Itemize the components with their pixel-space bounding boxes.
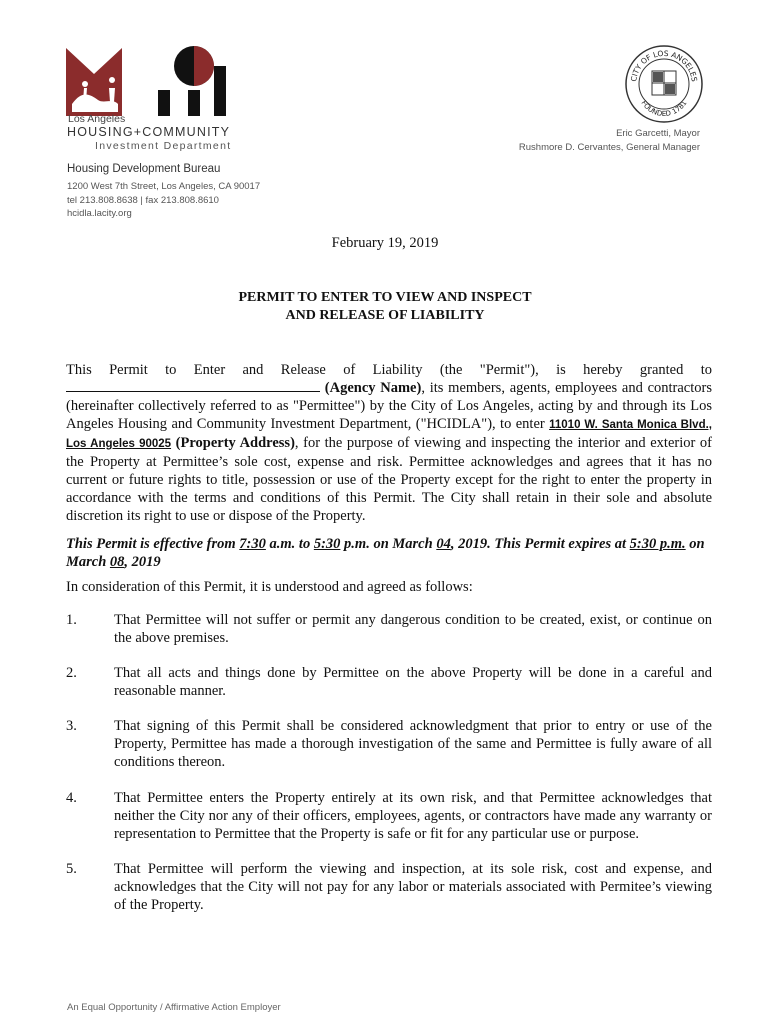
effective-period xyxy=(66,535,712,571)
clause-text: That signing of this Permit shall be considered acknowledgment that prior to entry or use of the Property, Permittee has made a thorough investigation of the same and Permittee is fully aware of all conditions thereon. xyxy=(114,718,712,770)
org-name: HOUSING+COMMUNITY xyxy=(67,125,231,139)
address-block xyxy=(67,180,260,221)
hcidla-logo xyxy=(64,44,234,116)
org-dept: Investment Department xyxy=(95,140,232,152)
city-seal-icon xyxy=(624,44,704,124)
clause-text: That Permittee will perform the viewing and inspection, at its sole risk, cost and expense, and acknowledges that the City will not pay for any labor or materials associated with Permitee’s viewing of the Property. xyxy=(114,861,712,913)
clause-number: 5. xyxy=(66,861,77,877)
phone-fax: tel 213.808.8638 | fax 213.808.8610 xyxy=(67,194,219,206)
seal-text-bottom: FOUNDED 1781 xyxy=(639,99,689,119)
intro-part-2: , its members, agents, employees and contractors (hereinafter collectively referred to as "Permittee") by the City of Los Angeles, acting by and through its Los Angeles Housing and Community Investment Department, ("HCIDLA"), to enter xyxy=(66,380,712,432)
agency-name-blank[interactable] xyxy=(66,379,306,392)
general-manager-name: Rushmore D. Cervantes, General Manager xyxy=(518,142,700,153)
seal-text-top: CITY OF LOS ANGELES xyxy=(629,48,699,83)
property-address-value: 11010 W. Santa Monica Blvd., Los Angeles 90025 xyxy=(66,419,712,450)
clause-2 xyxy=(66,664,712,700)
clause-text: That Permittee enters the Property entirely at its own risk, and that Permittee acknowledges that neither the City nor any of their officers, employees, agents, or contractors have made any warranty or representation to Permittee that the Property is safe or fit for any particular use or purpose. xyxy=(114,790,712,842)
clause-3 xyxy=(66,717,712,771)
document-title xyxy=(0,289,770,325)
clause-number: 3. xyxy=(66,718,77,734)
clause-number: 1. xyxy=(66,612,77,628)
clause-5 xyxy=(66,860,712,914)
start-day-value: 04 xyxy=(436,536,451,552)
officials-block xyxy=(519,127,700,155)
effective-pm: p.m. on March xyxy=(344,536,433,552)
expire-day-value: 08 xyxy=(109,554,125,570)
clause-text: That all acts and things done by Permittee on the above Property will be done in a careful and reasonable manner. xyxy=(114,665,712,699)
clause-4 xyxy=(66,789,712,843)
clause-number: 2. xyxy=(66,665,77,681)
expire-time-value: 5:30 p.m. xyxy=(629,536,686,552)
expire-at: at xyxy=(614,536,627,552)
expire-on-march: on March xyxy=(66,536,705,570)
effective-am: a.m. to xyxy=(269,536,311,552)
start-time-value: 7:30 xyxy=(239,536,266,552)
intro-paragraph xyxy=(66,361,712,525)
effective-year: , 2019. This Permit expires xyxy=(450,536,612,552)
bureau-name: Housing Development Bureau xyxy=(67,163,221,175)
intro-part-1: This Permit to Enter and Release of Liability (the "Permit"), is hereby granted to xyxy=(66,362,712,378)
property-address-label: (Property Address) xyxy=(175,435,295,451)
title-line-2: AND RELEASE OF LIABILITY xyxy=(285,308,485,323)
title-line-1: PERMIT TO ENTER TO VIEW AND INSPECT xyxy=(238,290,532,305)
mayor-name: Eric Garcetti, Mayor xyxy=(616,128,700,139)
org-city: Los Angeles xyxy=(68,113,126,125)
website-link[interactable]: hcidla.lacity.org xyxy=(67,208,132,219)
document-date: February 19, 2019 xyxy=(331,235,439,251)
effective-prefix: This Permit is effective from xyxy=(66,536,236,552)
footer-text: An Equal Opportunity / Affirmative Action Employer xyxy=(67,1002,281,1013)
intro-part-3: , for the purpose of viewing and inspecting the interior and exterior of the Property at Permittee’s sole cost, expense and risk. Permittee acknowledges and agrees that it has no current or future rights to title, possession or use of the Property except for the right to enter the property in accordance with the terms and conditions of this Permit. The City shall retain in their sole and absolute discretion its right to use or dispose of the Property. xyxy=(66,435,712,524)
street-address: 1200 West 7th Street, Los Angeles, CA 90017 xyxy=(67,181,261,192)
clause-number: 4. xyxy=(66,790,77,806)
consideration-statement: In consideration of this Permit, it is understood and agreed as follows: xyxy=(66,579,473,595)
clause-text: That Permittee will not suffer or permit any dangerous condition to be created, exist, or continue on the above premises. xyxy=(114,612,712,646)
clause-1 xyxy=(66,611,712,647)
agency-name-blank-tail xyxy=(306,379,320,392)
end-time-value: 5:30 xyxy=(313,536,341,552)
expire-year: , 2019 xyxy=(124,554,161,570)
agency-name-label: (Agency Name) xyxy=(324,380,422,396)
